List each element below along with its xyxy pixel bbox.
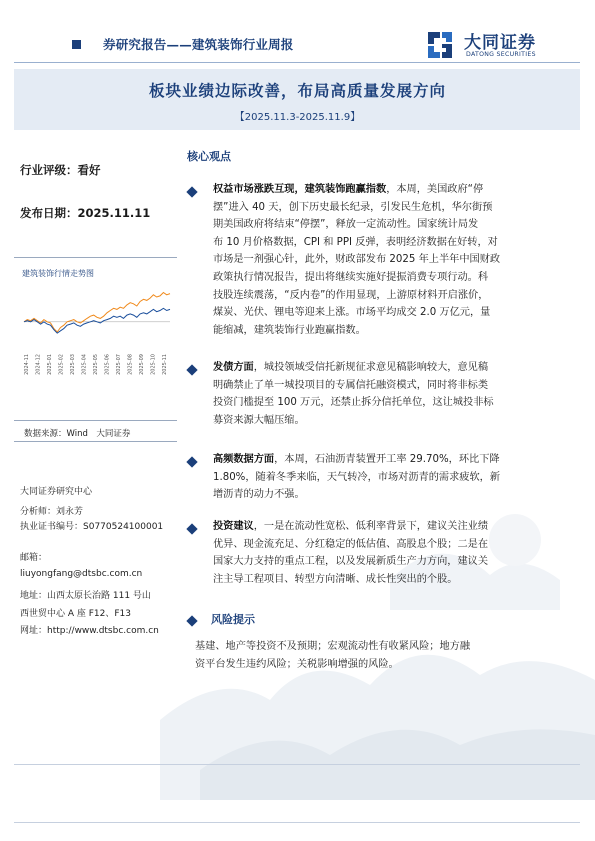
- x-tick-label: 2025-01: [47, 354, 53, 375]
- address-line-2: 西世贸中心 A 座 F12、F13: [20, 609, 131, 619]
- datong-logo-icon: [420, 26, 460, 66]
- diamond-bullet-icon: [186, 364, 197, 375]
- publish-date: 发布日期：2025.11.11: [20, 206, 151, 220]
- diamond-bullet-icon: [186, 456, 197, 467]
- report-type: 券研究报告——建筑装饰行业周报: [103, 37, 294, 52]
- header-square-icon: [72, 40, 81, 49]
- chart-bottom-rule: [14, 420, 177, 421]
- source-rule: [14, 441, 177, 442]
- high-frequency-heading: 高频数据方面: [213, 454, 275, 465]
- industry-trend-chart: [18, 282, 180, 417]
- footer-rule-1: [14, 764, 580, 765]
- logo-text: 大同证券: [464, 33, 536, 53]
- header-divider: [14, 62, 580, 63]
- x-tick-label: 2025-08: [127, 354, 134, 375]
- paragraph-investment: 投资建议，一是在流动性宽松、低利率背景下，建议关注业绩 优异、现金流充足、分红稳定的低估值、高股息个股；二是在 国家大力支持的重点工程，以及发展新质生产力方向，建议关 注主导工程项目、转型方向清晰、成长性突出的个股。: [213, 521, 489, 585]
- paragraph-bonds: 发债方面，城投领域受信托新规征求意见稿影响较大，意见稿 明确禁止了单一城投项目的专属信托融资模式，同时将非标类 投资门槛提至 100 万元，还禁止拆分信托单位，这让城投非标 募资来源大幅压缩。: [213, 362, 494, 426]
- x-tick-label: 2025-02: [58, 354, 65, 375]
- market-heading: 权益市场涨跌互现，建筑装饰跑赢指数: [213, 184, 387, 195]
- website-link[interactable]: 网址：http://www.dtsbc.com.cn: [20, 626, 159, 636]
- chart-source: 数据来源：Wind 大同证券: [24, 429, 131, 439]
- x-tick-label: 2024-11: [24, 354, 30, 375]
- report-headline: 板块业绩边际改善，布局高质量发展方向: [148, 82, 446, 100]
- x-tick-label: 2025-04: [81, 354, 88, 375]
- report-date-range: 【2025.11.3-2025.11.9】: [234, 112, 361, 123]
- email-label: 邮箱：: [20, 553, 48, 563]
- risk-title: 风险提示: [211, 613, 255, 626]
- x-tick-label: 2025-07: [116, 354, 122, 375]
- certificate-number: 执业证书编号：S0770524100001: [20, 522, 164, 532]
- x-tick-label: 2024-12: [35, 354, 42, 375]
- x-tick-label: 2025-03: [70, 354, 76, 375]
- chart-title: 建筑装饰行情走势图: [22, 269, 94, 278]
- email-address[interactable]: liuyongfang@dtsbc.com.cn: [20, 569, 143, 579]
- address-line-1: 地址：山西太原长治路 111 号山: [20, 591, 151, 601]
- x-tick-label: 2025-11: [162, 354, 168, 375]
- bonds-heading: 发债方面: [213, 362, 254, 373]
- core-view-title: 核心观点: [187, 150, 231, 163]
- industry-rating: 行业评级：看好: [20, 163, 101, 177]
- series-line-0: [24, 293, 170, 333]
- footer-rule-2: [14, 822, 580, 823]
- paragraph-risk: 基建、地产等投资不及预期；宏观流动性有收紧风险；地方融 资平台发生违约风险；关税影响增强的风险。: [195, 641, 471, 670]
- investment-heading: 投资建议: [213, 521, 254, 532]
- x-tick-label: 2025-05: [93, 354, 99, 375]
- x-tick-label: 2025-06: [104, 354, 111, 375]
- analyst-name: 分析师：刘永芳: [20, 507, 84, 517]
- paragraph-high-frequency: 高频数据方面，本周，石油沥青装置开工率 29.70%，环比下降 1.80%，随着冬季来临，天气转冷，市场对沥青的需求疲软，新 增沥青的动力不强。: [213, 454, 501, 501]
- x-tick-label: 2025-10: [150, 354, 157, 375]
- paragraph-market: 权益市场涨跌互现，建筑装饰跑赢指数，本周，美国政府“停 摆”进入 40 天，创下历史最长纪录，引发民生危机，华尔街预 期美国政府将结束“停摆”，释放一定流动性。国家统计局发 布 10 月价格数据，CPI 和 PPI 反弹，表明经济数据在好转，对 市场是一剂强心针，此外，财政部发布 2025 年上半年中国财政 政策执行情况报告，提出将继续实施好提振消费专项行动。科 技股连续震荡，“反内卷”的作用显现，上游原材料开启涨价， 煤炭、光伏、锂电等迎来上涨。市场平均成交 2.0 万亿元，量 能缩减，建筑装饰行业跑赢指数。: [213, 184, 501, 336]
- research-institute: 大同证券研究中心: [20, 487, 93, 497]
- x-tick-label: 2025-09: [139, 354, 145, 375]
- diamond-bullet-icon: [186, 186, 197, 197]
- chart-top-rule: [14, 257, 177, 258]
- logo-subtext: DATONG SECURITIES: [466, 51, 536, 58]
